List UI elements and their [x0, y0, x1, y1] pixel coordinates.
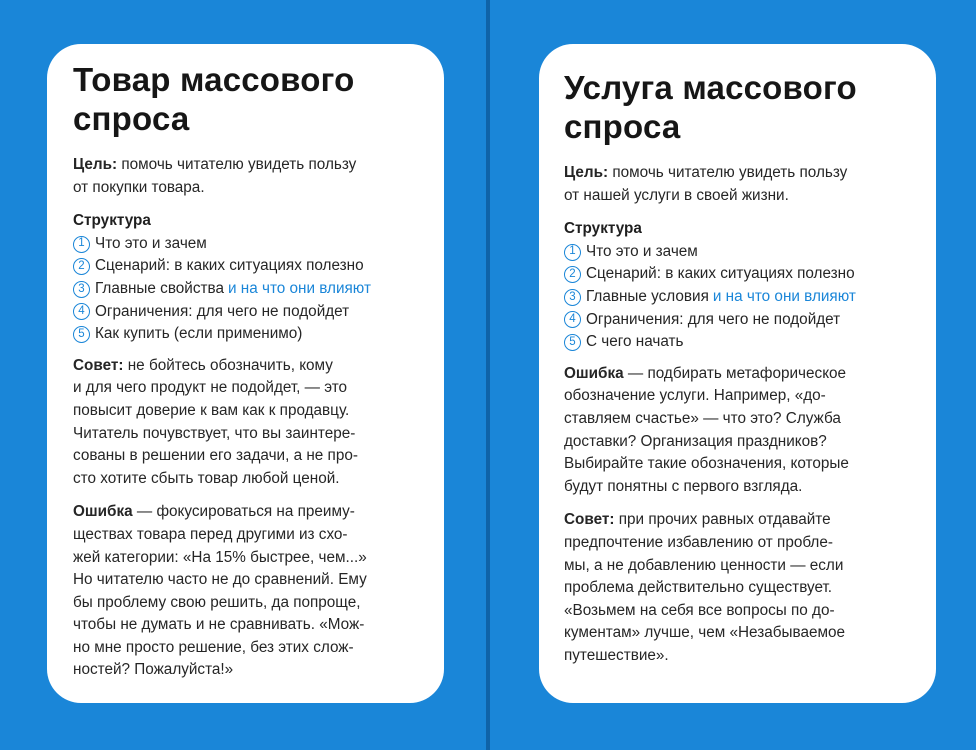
- title-line: спроса: [73, 100, 190, 137]
- number-circle-icon: 3: [564, 289, 581, 306]
- advice-label: Совет:: [73, 356, 124, 374]
- goal-text: от покупки товара.: [73, 178, 205, 196]
- title-line: Услуга массового: [564, 69, 857, 106]
- advice-label: Совет:: [564, 511, 615, 529]
- number-circle-icon: 4: [73, 303, 90, 320]
- structure-item: 1 Что это и зачем: [564, 241, 914, 264]
- structure-list: [73, 233, 422, 346]
- service-card: [539, 44, 936, 703]
- advice-paragraph: Совет: при прочих равных отдавайте предпочтение избавлению от пробле- мы, а не добавлению ценности — если проблема действительно существует. «Возьмем на себя все вопросы по до- кументам» лучше, чем «Незабываемое путешествие».: [564, 511, 845, 664]
- structure-item: 3 Главные условия и на что они влияют: [564, 286, 914, 309]
- title-line: Товар массового: [73, 61, 355, 98]
- structure-item: 3 Главные свойства и на что они влияют: [73, 278, 422, 301]
- mistake-paragraph: Ошибка — подбирать метафорическое обозначение услуги. Например, «до- ставляем счастье» — что это? Служба доставки? Организация праздников? Выбирайте такие обозначения, которые будут понятны с первого взгляда.: [564, 364, 849, 495]
- accent-text: и на что они влияют: [227, 279, 371, 297]
- goal-paragraph: [73, 154, 422, 199]
- structure-list: [564, 241, 914, 354]
- left-page: [0, 0, 486, 750]
- number-circle-icon: 3: [73, 281, 90, 298]
- structure-item: 2 Сценарий: в каких ситуациях полезно: [564, 263, 914, 286]
- product-card: [47, 44, 444, 703]
- mistake-label: Ошибка: [564, 364, 624, 382]
- structure-heading: Структура: [564, 220, 642, 238]
- number-circle-icon: 4: [564, 311, 581, 328]
- structure-item: 5 Как купить (если применимо): [73, 323, 422, 346]
- mistake-paragraph: Ошибка — фокусироваться на преиму- ществах товара перед другими из схо- жей категории: «На 15% быстрее, чем...» Но читателю часто не до сравнений. Ему бы проблему свою решить, да попроще, чтобы не думать и не сравнивать. «Мож- но мне просто решение, без этих слож- ностей? Пожалуйста!»: [73, 503, 367, 679]
- advice-paragraph: Совет: не бойтесь обозначить, кому и для чего продукт не подойдет, — это повысит доверие к вам как к продавцу. Читатель почувствует, что вы заинтере- сованы в решении его задачи, а не про- сто хотите сбыть товар любой ценой.: [73, 356, 358, 487]
- number-circle-icon: 5: [564, 334, 581, 351]
- number-circle-icon: 2: [73, 258, 90, 275]
- service-card-title: [564, 68, 914, 146]
- goal-text: от нашей услуги в своей жизни.: [564, 186, 789, 204]
- structure-item: 5 С чего начать: [564, 331, 914, 354]
- number-circle-icon: 5: [73, 326, 90, 343]
- structure-item: 2 Сценарий: в каких ситуациях полезно: [73, 255, 422, 278]
- goal-label: Цель:: [564, 164, 609, 181]
- structure-item: 1 Что это и зачем: [73, 233, 422, 256]
- structure-item: 4 Ограничения: для чего не подойдет: [73, 301, 422, 324]
- product-card-title: [73, 60, 422, 138]
- goal-label: Цель:: [73, 156, 118, 173]
- goal-text: помочь читателю увидеть пользу: [612, 164, 848, 181]
- number-circle-icon: 1: [73, 236, 90, 253]
- structure-heading: Структура: [73, 212, 151, 230]
- goal-text: помочь читателю увидеть пользу: [121, 156, 357, 173]
- mistake-label: Ошибка: [73, 503, 133, 521]
- title-line: спроса: [564, 108, 681, 145]
- number-circle-icon: 1: [564, 244, 581, 261]
- accent-text: и на что они влияют: [712, 287, 856, 305]
- structure-item: 4 Ограничения: для чего не подойдет: [564, 309, 914, 332]
- number-circle-icon: 2: [564, 266, 581, 283]
- goal-paragraph: [564, 162, 914, 207]
- right-page: [490, 0, 976, 750]
